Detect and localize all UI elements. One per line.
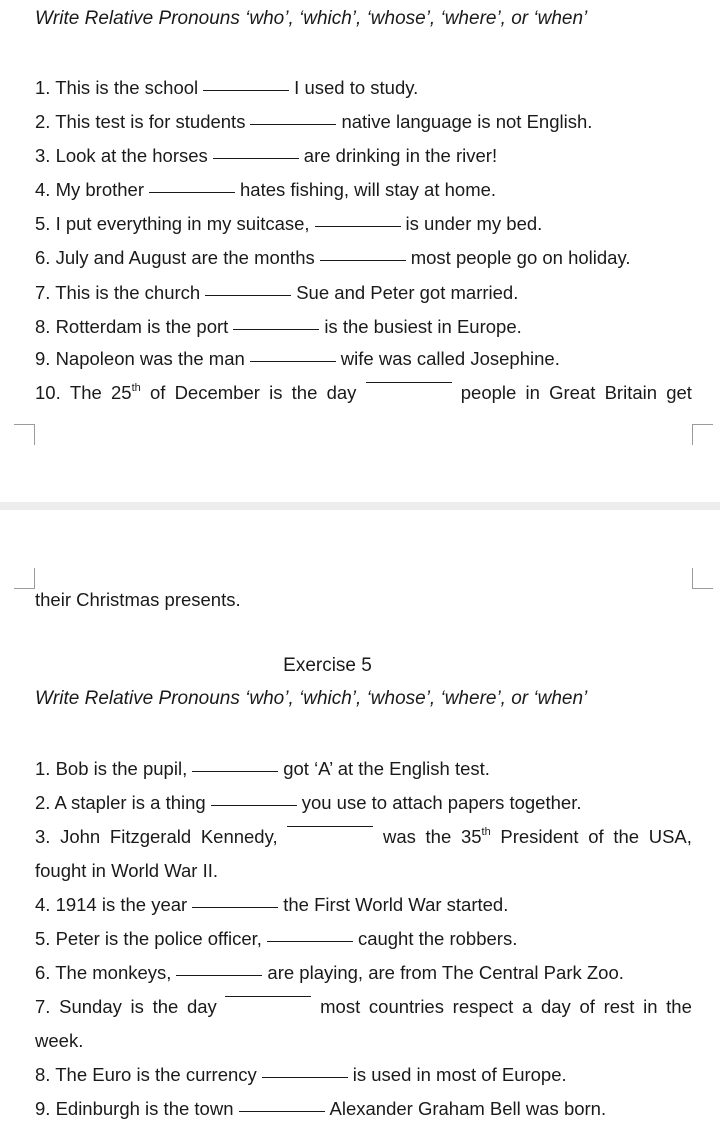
exercise-item: 4. My brother hates fishing, will stay at home.: [35, 179, 497, 200]
exercise-item-continuation: fought in World War II.: [35, 860, 219, 881]
exercise-item: 2. A stapler is a thing you use to attach papers together.: [35, 792, 582, 813]
crop-mark-icon: [14, 424, 35, 445]
answer-blank[interactable]: [176, 974, 262, 976]
exercise-item-continuation: their Christmas presents.: [35, 589, 241, 610]
answer-blank[interactable]: [225, 995, 311, 997]
exercise-item: 8. The Euro is the currency is used in most of Europe.: [35, 1064, 567, 1085]
exercise-item: 9. Edinburgh is the town Alexander Graham Bell was born.: [35, 1098, 607, 1119]
exercise-item: 5. I put everything in my suitcase, is under my bed.: [35, 213, 543, 234]
answer-blank[interactable]: [239, 1110, 325, 1112]
exercise-item-continuation: week.: [35, 1030, 84, 1051]
answer-blank[interactable]: [233, 328, 319, 330]
exercise-item: 6. The monkeys, are playing, are from The Central Park Zoo.: [35, 962, 624, 983]
answer-blank[interactable]: [203, 89, 289, 91]
answer-blank[interactable]: [205, 294, 291, 296]
exercise-item: 10. The 25th of December is the day people in Great Britain get: [35, 382, 692, 403]
answer-blank[interactable]: [213, 157, 299, 159]
exercise-item: 4. 1914 is the year the First World War started.: [35, 894, 509, 915]
crop-mark-icon: [14, 568, 35, 589]
exercise-item: 7. Sunday is the day most countries respect a day of rest in the: [35, 996, 692, 1017]
answer-blank[interactable]: [267, 940, 353, 942]
exercise-title: Exercise 5: [283, 655, 372, 676]
exercise-item: 5. Peter is the police officer, caught the robbers.: [35, 928, 518, 949]
answer-blank[interactable]: [315, 225, 401, 227]
crop-mark-icon: [692, 424, 713, 445]
answer-blank[interactable]: [192, 770, 278, 772]
exercise-item: 1. This is the school I used to study.: [35, 77, 419, 98]
instruction-heading: Write Relative Pronouns ‘who’, ‘which’, ‘whose’, ‘where’, or ‘when’: [35, 688, 588, 709]
exercise-item: 1. Bob is the pupil, got ‘A’ at the English test.: [35, 758, 490, 779]
answer-blank[interactable]: [320, 259, 406, 261]
exercise-item: 3. Look at the horses are drinking in the river!: [35, 145, 498, 166]
instruction-heading: Write Relative Pronouns ‘who’, ‘which’, ‘whose’, ‘where’, or ‘when’: [35, 8, 588, 29]
crop-mark-icon: [692, 568, 713, 589]
exercise-item: 7. This is the church Sue and Peter got married.: [35, 282, 519, 303]
answer-blank[interactable]: [366, 381, 452, 383]
answer-blank[interactable]: [149, 191, 235, 193]
answer-blank[interactable]: [192, 906, 278, 908]
answer-blank[interactable]: [287, 825, 373, 827]
exercise-item: 3. John Fitzgerald Kennedy, was the 35th President of the USA,: [35, 826, 692, 847]
exercise-item: 8. Rotterdam is the port is the busiest in Europe.: [35, 316, 522, 337]
page-break: [0, 502, 720, 510]
answer-blank[interactable]: [211, 804, 297, 806]
exercise-item: 2. This test is for students native language is not English.: [35, 111, 593, 132]
exercise-item: 6. July and August are the months most people go on holiday.: [35, 247, 631, 268]
answer-blank[interactable]: [250, 123, 336, 125]
answer-blank[interactable]: [262, 1076, 348, 1078]
answer-blank[interactable]: [250, 360, 336, 362]
exercise-item: 9. Napoleon was the man wife was called Josephine.: [35, 348, 560, 369]
